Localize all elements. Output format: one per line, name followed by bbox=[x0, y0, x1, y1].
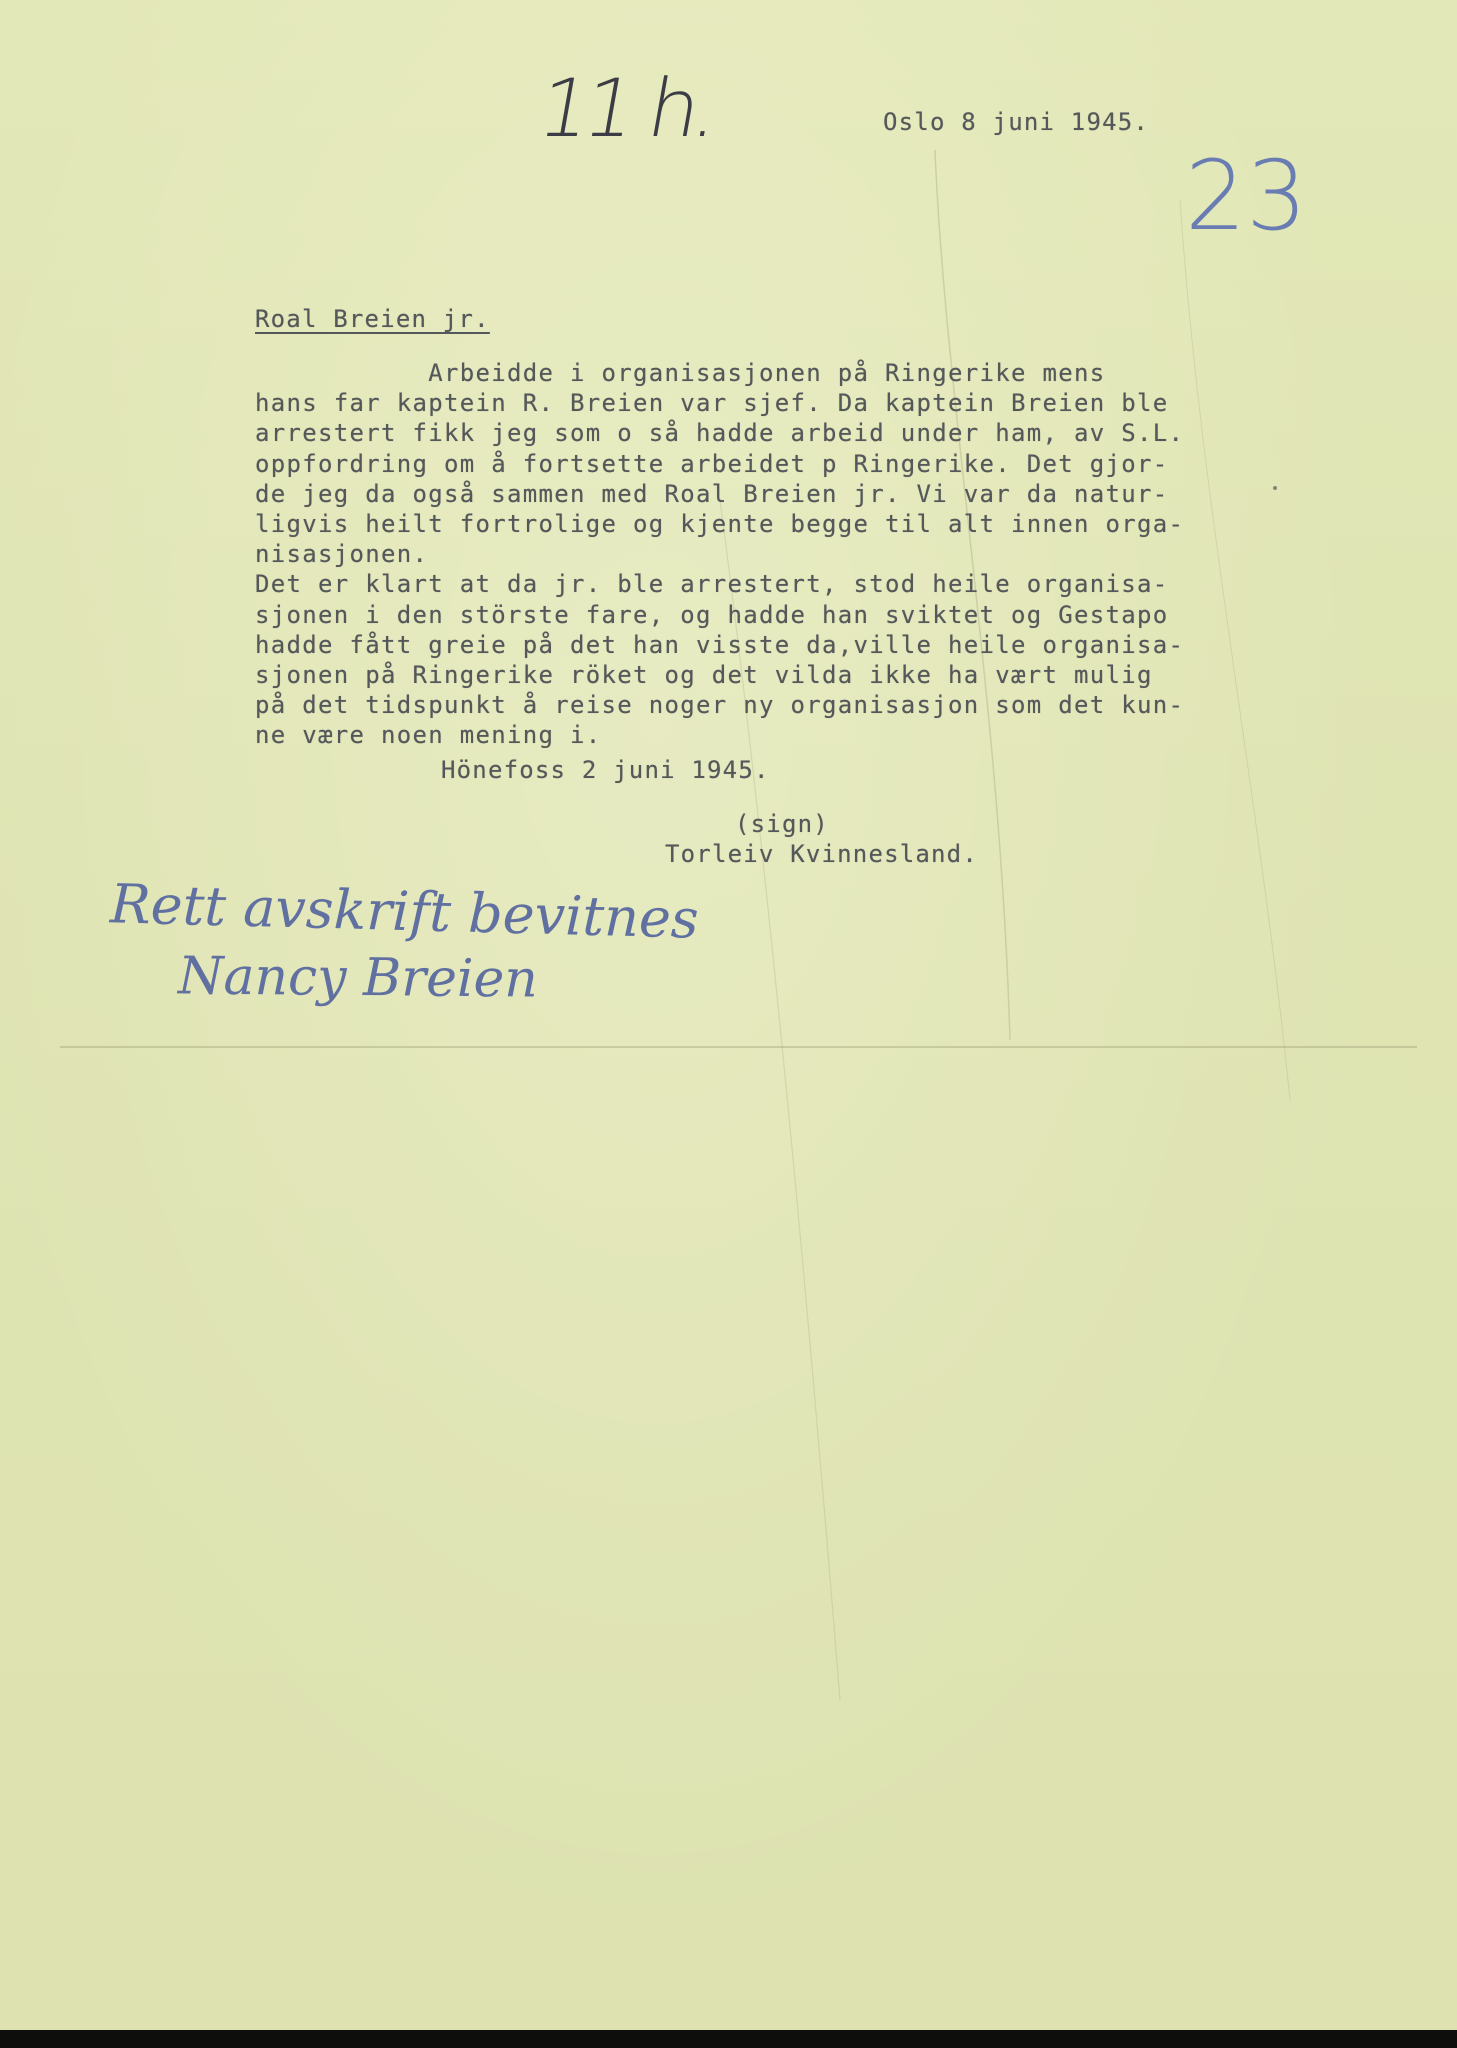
scan-bottom-edge bbox=[0, 2030, 1457, 2048]
certification-handwriting-line1: Rett avskrift bevitnes bbox=[109, 872, 700, 951]
body-line: arrestert fikk jeg som o så hadde arbeid under ham, av S.L. bbox=[255, 419, 1185, 448]
body-line: ligvis heilt fortrolige og kjente begge til alt innen orga- bbox=[255, 510, 1185, 539]
body-line: på det tidspunkt å reise noger ny organisasjon som det kun- bbox=[255, 691, 1185, 720]
body-line: sjonen i den störste fare, og hadde han sviktet og Gestapo bbox=[255, 600, 1169, 629]
certification-handwriting-line2: Nancy Breien bbox=[177, 946, 539, 1010]
body-line: hadde fått greie på det han visste da,ville heile organisa- bbox=[255, 630, 1185, 659]
horizontal-fold-line bbox=[60, 1046, 1417, 1048]
signatory-name: Torleiv Kvinnesland. bbox=[665, 840, 978, 868]
body-line: ne være noen mening i. bbox=[255, 721, 602, 750]
pencil-top-mark: 11 h. bbox=[531, 62, 722, 155]
letter-body bbox=[255, 358, 1184, 751]
body-line: hans far kaptein R. Breien var sjef. Da kaptein Breien ble bbox=[255, 389, 1169, 418]
page-number-handwritten: 23 bbox=[1185, 140, 1308, 252]
body-line: sjonen på Ringerike röket og det vilda ikke ha vært mulig bbox=[255, 661, 1153, 690]
place-date-line: Hönefoss 2 juni 1945. bbox=[441, 756, 770, 784]
sign-note: (sign) bbox=[735, 810, 829, 838]
document-heading: Roal Breien jr. bbox=[255, 305, 490, 333]
body-line: oppfordring om å fortsette arbeidet p Ringerike. Det gjor- bbox=[255, 449, 1169, 478]
body-line: Arbeidde i organisasjonen på Ringerike mens bbox=[255, 359, 1106, 387]
date-line: Oslo 8 juni 1945. bbox=[883, 108, 1150, 136]
body-line: de jeg da også sammen med Roal Breien jr. Vi var da natur- bbox=[255, 479, 1169, 508]
body-line: nisasjonen. bbox=[255, 540, 429, 569]
body-line: Det er klart at da jr. ble arrestert, stod heile organisa- bbox=[255, 570, 1169, 599]
